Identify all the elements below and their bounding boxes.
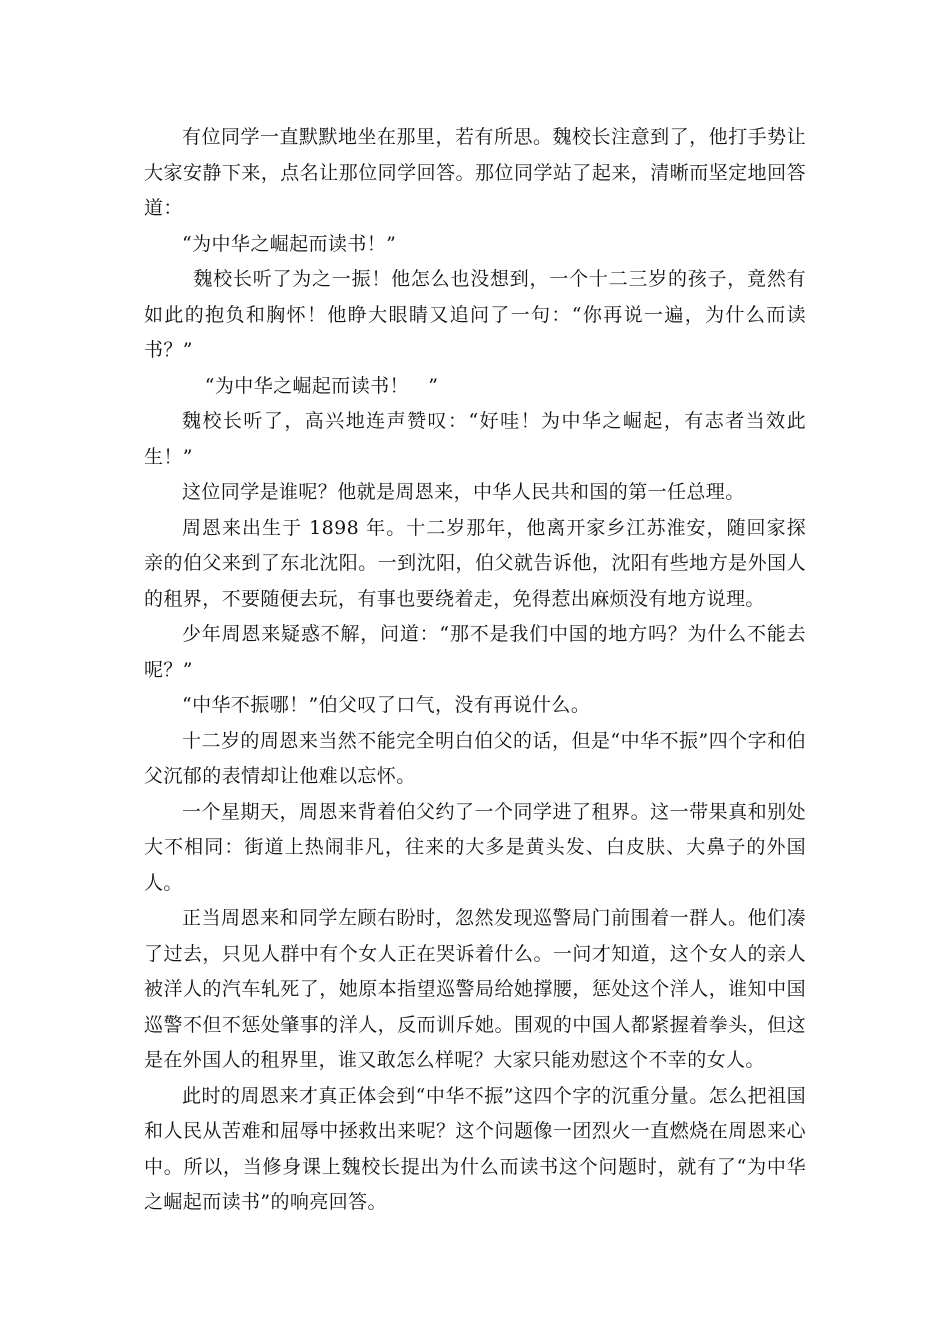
paragraph: 少年周恩来疑惑不解，问道：“那不是我们中国的地方吗？为什么不能去呢？”	[144, 623, 806, 681]
paragraph-quote: “为中华之崛起而读书！”	[182, 232, 397, 255]
paragraph: 此时的周恩来才真正体会到“中华不振”这四个字的沉重分量。怎么把祖国和人民从苦难和屈辱中拯救出来呢？这个问题像一团烈火一直燃烧在周恩来心中。所以，当修身课上魏校长提出为什么而读书这个问题时，就有了“为中华之崛起而读书”的响亮回答。	[144, 1084, 806, 1213]
paragraph: 周恩来出生于 1898 年。十二岁那年，他离开家乡江苏淮安，随回家探亲的伯父来到了东北沈阳。一到沈阳，伯父就告诉他，沈阳有些地方是外国人的租界，不要随便去玩，有事也要绕着走，免得惹出麻烦没有地方说理。	[144, 516, 806, 610]
paragraph: 这位同学是谁呢？他就是周恩来，中华人民共和国的第一任总理。	[182, 481, 745, 503]
paragraph: 魏校长听了为之一振！他怎么也没想到，一个十二三岁的孩子，竟然有如此的抱负和胸怀！他睁大眼睛又追问了一句：“你再说一遍，为什么而读书？”	[144, 268, 806, 361]
paragraph-quote: “为中华之崛起而读书！ ”	[204, 374, 439, 397]
paragraph: 有位同学一直默默地坐在那里，若有所思。魏校长注意到了，他打手势让大家安静下来，点名让那位同学回答。那位同学站了起来，清晰而坚定地回答道：	[144, 126, 806, 219]
paragraph: 正当周恩来和同学左顾右盼时，忽然发现巡警局门前围着一群人。他们凑了过去，只见人群中有个女人正在哭诉着什么。一问才知道，这个女人的亲人被洋人的汽车轧死了，她原本指望巡警局给她撑腰，惩处这个洋人，谁知中国巡警不但不惩处肇事的洋人，反而训斥她。围观的中国人都紧握着拳头，但这是在外国人的租界里，谁又敢怎么样呢？大家只能劝慰这个不幸的女人。	[144, 907, 806, 1071]
paragraph-quote: “中华不振哪！”伯父叹了口气，没有再说什么。	[182, 694, 591, 716]
document-body	[144, 120, 806, 1221]
paragraph: 十二岁的周恩来当然不能完全明白伯父的话，但是“中华不振”四个字和伯父沉郁的表情却让他难以忘怀。	[144, 729, 806, 787]
paragraph: 魏校长听了，高兴地连声赞叹：“好哇！为中华之崛起，有志者当效此生！”	[144, 410, 806, 468]
paragraph: 一个星期天，周恩来背着伯父约了一个同学进了租界。这一带果真和别处大不相同：街道上热闹非凡，往来的大多是黄头发、白皮肤、大鼻子的外国人。	[144, 800, 806, 894]
